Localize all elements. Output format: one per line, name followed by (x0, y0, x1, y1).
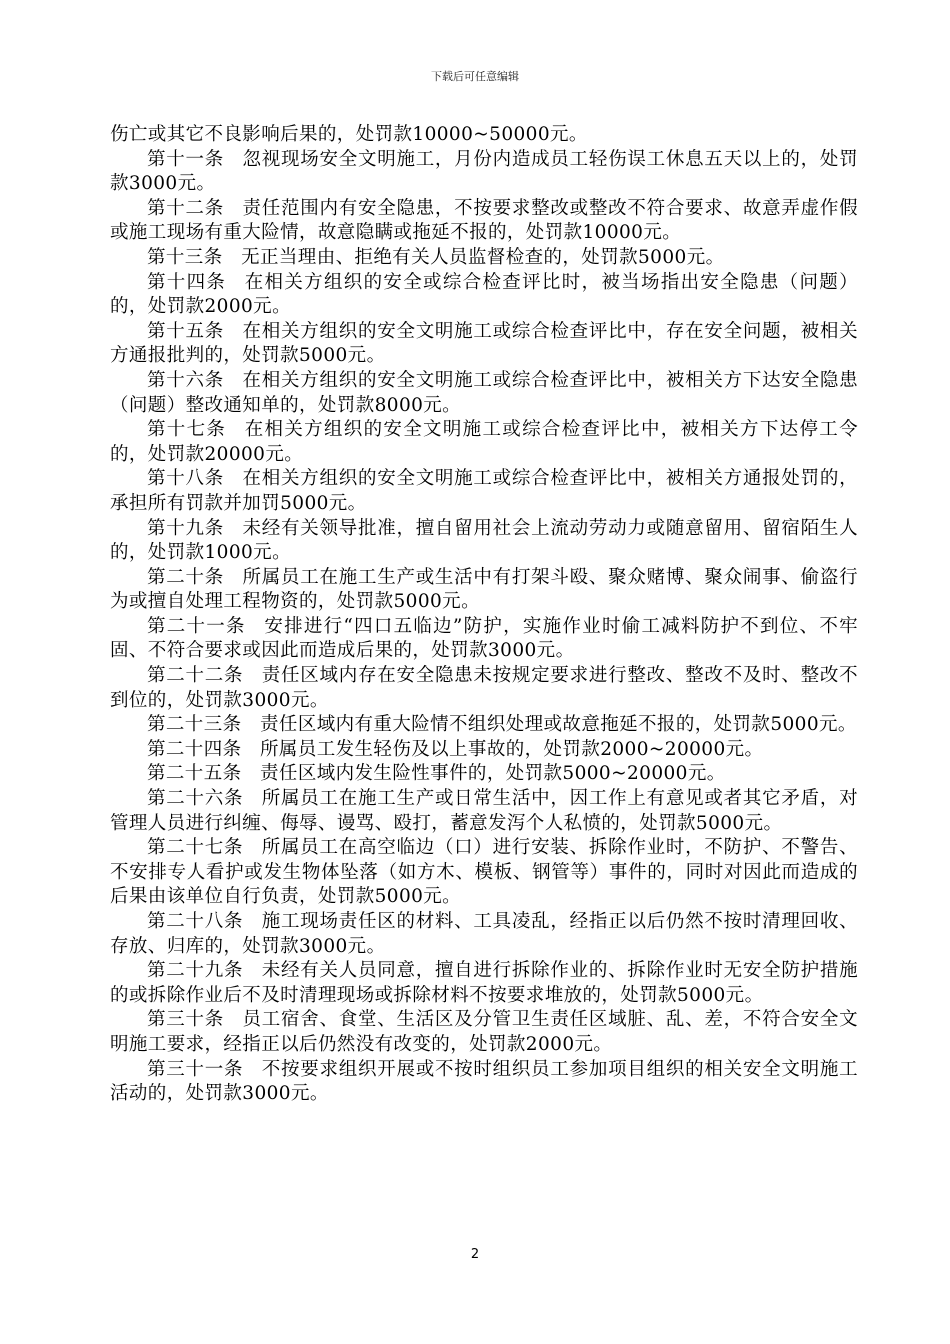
page-number: 2 (470, 1247, 480, 1262)
article-text: 责任区域内存在安全隐患未按规定要求进行整改、整改不及时、整改不到位的，处罚款3000元。 (110, 665, 858, 711)
article-number: 第二十五条 (147, 763, 242, 785)
article-text: 在相关方组织的安全文明施工或综合检查评比中，被相关方下达安全隐患（问题）整改通知单的，处罚款8000元。 (110, 369, 858, 416)
article-paragraph (110, 246, 858, 271)
article-number: 第十七条 (147, 419, 227, 441)
article-number: 第十九条 (147, 517, 224, 539)
article-text: 不按要求组织开展或不按时组织员工参加项目组织的相关安全文明施工活动的，处罚款3000元。 (110, 1058, 858, 1105)
article-text: 在相关方组织的安全或综合检查评比时，被当场指出安全隐患（问题）的，处罚款2000元。 (110, 271, 858, 318)
article-paragraph (110, 615, 858, 664)
article-text: 责任区域内发生险性事件的，处罚款5000~20000元。 (260, 763, 726, 785)
article-number: 第二十六条 (147, 788, 244, 810)
article-text: 未经有关领导批准，擅自留用社会上流动劳动力或随意留用、留宿陌生人的，处罚款1000元。 (110, 517, 858, 564)
article-text: 所属员工在施工生产或生活中有打架斗殴、聚众赌博、聚众闹事、偷盗行为或擅自处理工程物资的，处罚款5000元。 (110, 566, 858, 613)
article-paragraph (110, 148, 858, 197)
article-list (110, 148, 858, 1107)
article-paragraph (110, 566, 858, 615)
article-paragraph (110, 197, 858, 246)
article-text: 所属员工发生轻伤及以上事故的，处罚款2000~20000元。 (260, 738, 764, 760)
article-paragraph (110, 910, 858, 959)
article-number: 第二十七条 (147, 837, 244, 859)
article-text: 员工宿舍、食堂、生活区及分管卫生责任区域脏、乱、差，不符合安全文明施工要求，经指正以后仍然没有改变的，处罚款2000元。 (110, 1009, 858, 1055)
article-number: 第二十条 (147, 566, 224, 588)
article-number: 第十四条 (147, 271, 227, 293)
article-paragraph (110, 271, 858, 320)
article-paragraph (110, 787, 858, 836)
article-text: 安排进行“四口五临边”防护，实施作业时偷工减料防护不到位、不牢固、不符合要求或因此而造成后果的，处罚款3000元。 (110, 615, 858, 662)
article-number: 第二十三条 (147, 714, 242, 736)
article-number: 第十三条 (147, 246, 223, 268)
article-number: 第二十一条 (147, 615, 246, 637)
article-number: 第三十条 (147, 1009, 224, 1031)
continuation-paragraph: 伤亡或其它不良影响后果的，处罚款10000~50000元。 (110, 124, 588, 145)
article-text: 忽视现场安全文明施工，月份内造成员工轻伤误工休息五天以上的，处罚款3000元。 (110, 148, 858, 195)
article-paragraph (110, 467, 858, 516)
article-number: 第十六条 (147, 369, 224, 391)
article-paragraph (110, 369, 858, 418)
article-number: 第十一条 (147, 148, 224, 170)
article-paragraph (110, 664, 858, 713)
article-text: 责任范围内有安全隐患，不按要求整改或整改不符合要求、故意弄虚作假或施工现场有重大险情，故意隐瞒或拖延不报的，处罚款10000元。 (110, 197, 858, 244)
article-number: 第十五条 (147, 320, 224, 342)
article-text: 在相关方组织的安全文明施工或综合检查评比中，被相关方下达停工令的，处罚款20000元。 (110, 419, 858, 465)
article-paragraph (110, 713, 858, 738)
article-paragraph (110, 517, 858, 566)
article-paragraph (110, 320, 858, 369)
article-paragraph (110, 738, 858, 763)
article-paragraph (110, 1008, 858, 1057)
article-paragraph (110, 959, 858, 1008)
article-paragraph (110, 762, 858, 787)
article-text: 在相关方组织的安全文明施工或综合检查评比中，存在安全问题，被相关方通报批判的，处罚款5000元。 (110, 320, 858, 367)
article-text: 无正当理由、拒绝有关人员监督检查的，处罚款5000元。 (241, 246, 725, 268)
article-number: 第二十二条 (147, 665, 244, 687)
document-body (110, 123, 858, 1107)
article-number: 第二十四条 (147, 738, 242, 760)
article-paragraph (110, 1058, 858, 1107)
article-text: 所属员工在施工生产或日常生活中，因工作上有意见或者其它矛盾，对管理人员进行纠缠、侮辱、谩骂、殴打，蓄意发泻个人私愤的，处罚款5000元。 (110, 788, 858, 834)
article-text: 在相关方组织的安全文明施工或综合检查评比中，被相关方通报处罚的，承担所有罚款并加罚5000元。 (110, 468, 858, 514)
article-text: 未经有关人员同意，擅自进行拆除作业的、拆除作业时无安全防护措施的或拆除作业后不及时清理现场或拆除材料不按要求堆放的，处罚款5000元。 (110, 960, 858, 1006)
article-number: 第二十八条 (147, 911, 244, 932)
page-header: 下载后可任意编辑 (431, 70, 519, 83)
article-number: 第十二条 (147, 197, 224, 219)
article-number: 第二十九条 (147, 960, 244, 982)
article-paragraph (110, 836, 858, 910)
article-text: 所属员工在高空临边（口）进行安装、拆除作业时，不防护、不警告、不安排专人看护或发生物体坠落（如方木、模板、钢管等）事件的，同时对因此而造成的后果由该单位自行负责，处罚款5000元。 (110, 837, 858, 908)
article-paragraph (110, 418, 858, 467)
article-number: 第十八条 (147, 468, 224, 490)
article-text: 责任区域内有重大险情不组织处理或故意拖延不报的，处罚款5000元。 (260, 714, 857, 736)
article-text: 施工现场责任区的材料、工具凌乱，经指正以后仍然不按时清理回收、存放、归库的，处罚款3000元。 (110, 911, 858, 957)
article-number: 第三十一条 (147, 1058, 244, 1080)
